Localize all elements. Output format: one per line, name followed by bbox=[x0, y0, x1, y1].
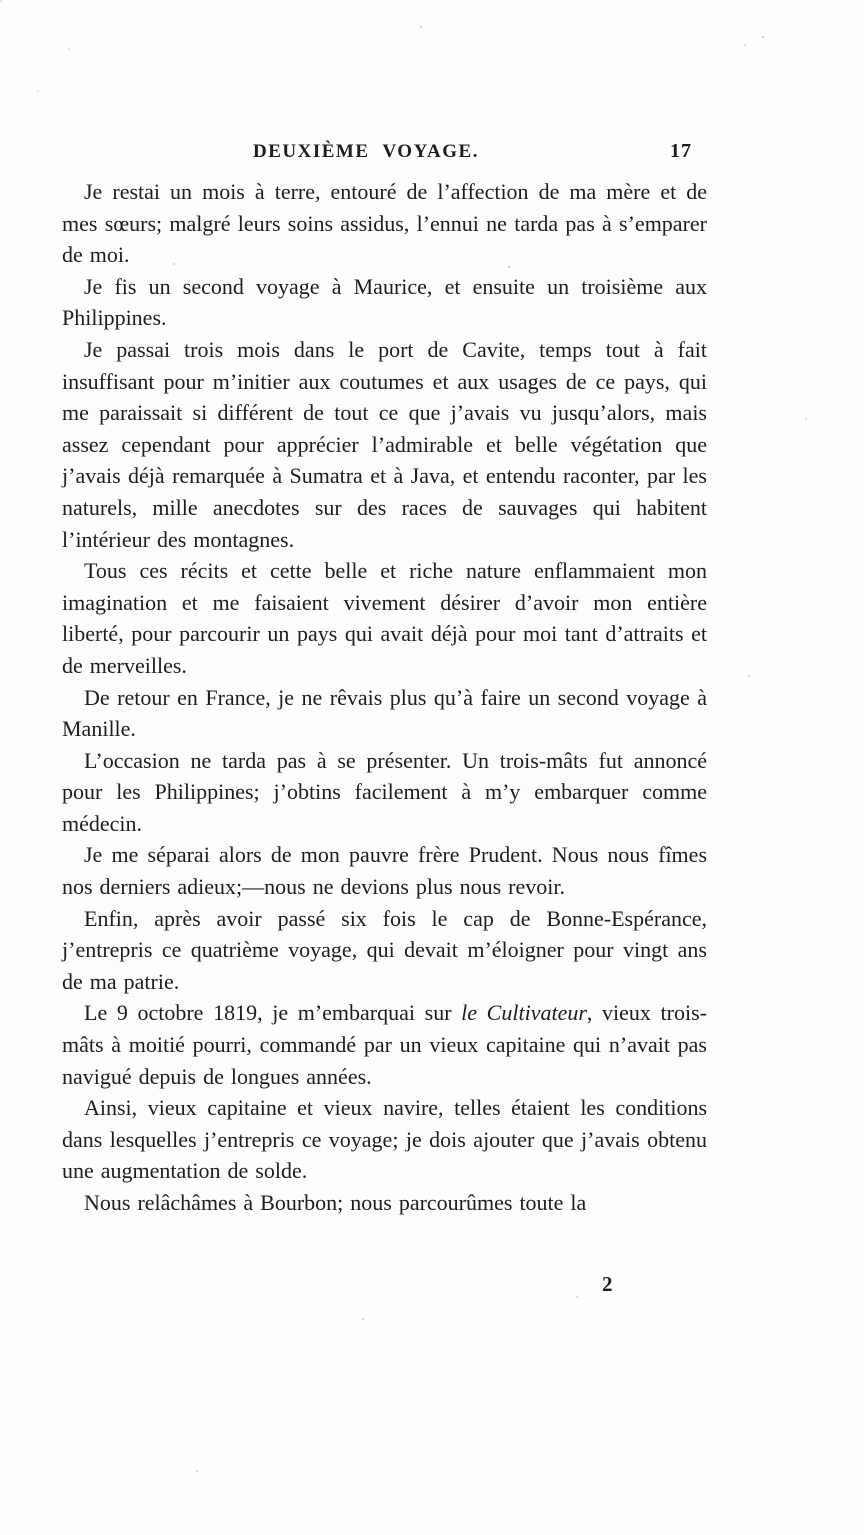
scan-noise-specks bbox=[0, 0, 2, 2]
body-text-block bbox=[62, 176, 707, 1219]
running-head bbox=[62, 141, 702, 167]
paragraph-5 bbox=[62, 682, 707, 745]
paragraph-8 bbox=[62, 903, 707, 998]
paragraph-1 bbox=[62, 176, 707, 271]
text-segment: De retour en France, je ne rêvais plus qu’à faire un second voyage à Manille. bbox=[62, 684, 707, 742]
text-segment: Je passai trois mois dans le port de Cavite, temps tout à fait insuffisant pour m’initier aux coutumes et aux usages de ce pays, qui me paraissait si différent de tout ce que j’avais vu jusqu’alors, mais assez cependant pour apprécier l’admirable et belle végétation que j’avais déjà remarquée à Sumatra et à Java, et entendu raconter, par les naturels, mille anecdotes sur des races de sauvages qui habitent l’intérieur des montagnes. bbox=[62, 336, 707, 552]
paragraph-7 bbox=[62, 839, 707, 902]
text-segment: Je restai un mois à terre, entouré de l’affection de ma mère et de mes sœurs; malgré leurs soins assidus, l’ennui ne tarda pas à s’emparer de moi. bbox=[62, 179, 707, 268]
text-segment: Je me séparai alors de mon pauvre frère Prudent. Nous nous fîmes nos derniers adieux;—nous ne devions plus nous revoir. bbox=[62, 842, 707, 900]
text-segment: Je fis un second voyage à Maurice, et ensuite un troisième aux Philippines. bbox=[62, 273, 707, 331]
text-segment: , vieux trois-mâts à moitié pourri, commandé par un vieux capitaine qui n’avait pas navigué depuis de longues années. bbox=[62, 1000, 707, 1089]
paragraph-10 bbox=[62, 1092, 707, 1187]
paragraph-3 bbox=[62, 334, 707, 555]
text-segment: Le 9 octobre 1819, je m’embarquai sur bbox=[84, 1000, 462, 1026]
text-segment: Enfin, après avoir passé six fois le cap de Bonne-Espérance, j’entrepris ce quatrième voyage, qui devait m’éloigner pour vingt ans de ma patrie. bbox=[62, 905, 707, 994]
paragraph-9 bbox=[62, 997, 707, 1092]
text-segment: Ainsi, vieux capitaine et vieux navire, telles étaient les conditions dans lesquelles j’entrepris ce voyage; je dois ajouter que j’avais obtenu une augmentation de solde. bbox=[62, 1095, 707, 1184]
paragraph-2 bbox=[62, 271, 707, 334]
paragraph-11 bbox=[62, 1187, 707, 1219]
text-segment: Nous relâchâmes à Bourbon; nous parcourûmes toute la bbox=[84, 1190, 587, 1215]
text-segment: Tous ces récits et cette belle et riche nature enflammaient mon imagination et me faisaient vivement désirer d’avoir mon entière liberté, pour parcourir un pays qui avait déjà pour moi tant d’attraits et de merveilles. bbox=[62, 558, 707, 678]
signature-mark: 2 bbox=[602, 1272, 613, 1296]
text-segment: L’occasion ne tarda pas à se présenter. Un trois-mâts fut annoncé pour les Philippines; j’obtins facilement à m’y embarquer comme médecin. bbox=[62, 747, 707, 836]
paragraph-4 bbox=[62, 555, 707, 681]
italic-ship-name: le Cultivateur bbox=[461, 1000, 587, 1026]
running-title: DEUXIÈME VOYAGE. bbox=[253, 141, 479, 162]
paragraph-6 bbox=[62, 745, 707, 840]
page-number: 17 bbox=[670, 140, 692, 162]
